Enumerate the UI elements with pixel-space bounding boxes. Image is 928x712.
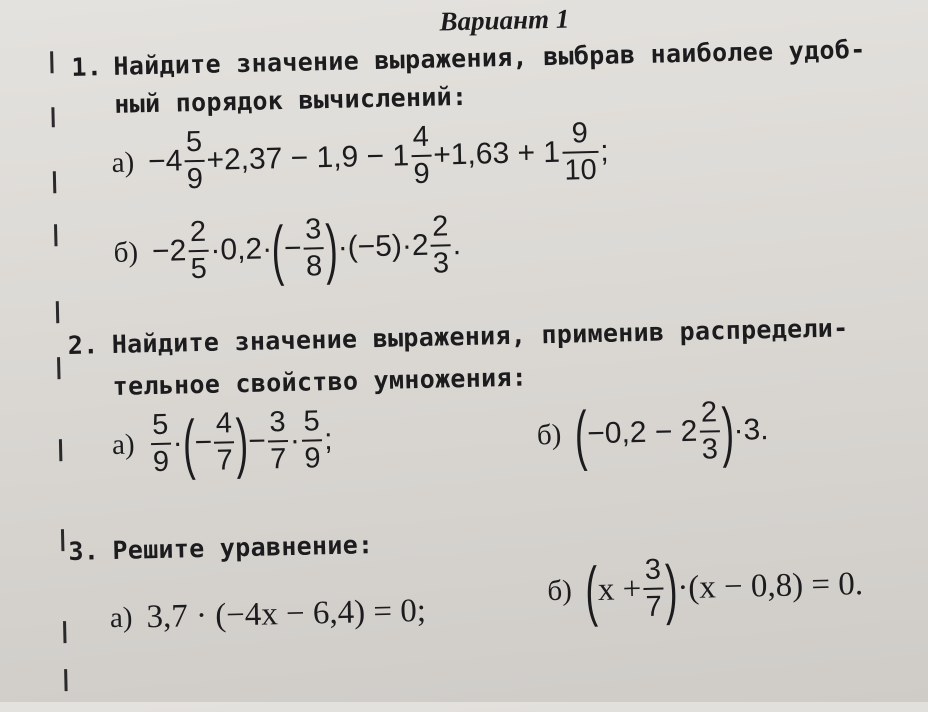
task-1b-label: б) [113,235,139,269]
numerator: 2 [700,396,718,429]
right-paren: ) [720,393,735,469]
denominator: 3 [431,244,452,278]
fraction [267,408,289,474]
task-2a-expression [111,404,333,481]
fraction [184,125,206,196]
margin-mark [51,107,54,127]
fraction [561,119,599,186]
math-part: . [452,228,462,262]
denominator: 9 [411,155,432,189]
numerator: 4 [412,120,430,154]
math-part: −4 [147,144,183,179]
denominator: 3 [699,430,720,464]
task-2-text-line1: Найдите значение выражения, применив распредели- [111,313,849,359]
numerator: 3 [269,406,286,439]
fraction [301,407,323,473]
task-1b-expression [113,212,462,286]
margin-mark [59,439,62,461]
math-part: x + [597,570,642,608]
numerator: 3 [304,213,322,246]
math-part: ·0,2· [210,232,273,267]
minus-sign: − [283,231,302,266]
fraction [213,409,235,475]
margin-mark [56,301,59,323]
denominator: 7 [214,441,235,475]
math-part: ·(−5)·2 [337,228,429,264]
margin-mark [50,51,53,73]
fraction [699,398,721,464]
math-part: +1,63 + 1 [432,135,561,172]
margin-mark [63,621,66,643]
left-paren: ( [181,406,196,481]
right-paren: ) [664,551,679,626]
task-1a-expression [111,119,609,196]
math-part: ; [599,134,610,168]
variant-heading: Вариант 1 [439,3,570,37]
numerator: 5 [151,408,169,442]
fraction [150,408,172,479]
margin-mark [57,357,60,379]
numerator: 5 [303,405,321,438]
numerator: 4 [215,407,233,440]
task-2-text-line2: тельное свойство умножения: [112,362,528,401]
multiply-dot: · [289,423,301,457]
left-paren: ( [584,553,599,628]
math-part: −0,2 − 2 [586,414,698,451]
task-3b-equation [547,551,864,628]
denominator: 9 [302,439,323,473]
margin-mark [61,529,64,551]
task-2-number: 2. [67,330,99,360]
semicolon: ; [323,423,333,457]
numerator: 2 [431,210,449,243]
fraction [410,120,432,191]
margin-mark [54,224,57,246]
denominator: 5 [188,250,209,284]
numerator: 2 [189,215,207,249]
margin-mark [64,669,67,691]
task-3b-label: б) [547,574,573,607]
task-1-text-line2: ный порядок вычислений: [113,81,468,119]
task-3a-label: а) [109,601,133,635]
numerator: 9 [571,117,589,150]
task-2b-expression [536,393,769,472]
left-paren: ( [271,212,285,287]
fraction [430,212,452,278]
task-2b-label: б) [536,418,562,451]
fraction [188,215,210,286]
numerator: 3 [644,553,662,586]
equation-text: 3,7 · (−4x − 6,4) = 0; [146,592,427,636]
task-1-text-line1: Найдите значение выражения, выбрав наиболее удоб- [113,34,866,81]
task-3-text: Решите уравнение: [112,530,374,566]
numerator: 5 [185,125,203,159]
denominator: 7 [268,440,289,474]
right-paren: ) [235,404,250,480]
denominator: 9 [184,160,205,194]
minus-sign: − [247,424,267,458]
math-part: ·(x − 0,8) = 0. [676,565,864,606]
task-3a-equation [110,593,427,637]
math-part: +2,37 − 1,9 − 1 [206,139,410,177]
fraction [642,553,664,623]
denominator: 7 [643,588,664,622]
denominator: 10 [562,151,599,186]
math-part: −2 [151,234,187,269]
task-1-number: 1. [71,52,103,82]
minus-sign: − [194,425,213,460]
task-2a-label: а) [111,428,135,461]
margin-mark [53,171,56,193]
denominator: 9 [151,443,172,477]
task-1a-label: а) [111,145,135,179]
denominator: 8 [304,247,325,281]
right-paren: ) [324,210,339,286]
task-3-number: 3. [68,536,100,567]
left-paren: ( [574,397,589,472]
multiply-dot: · [172,426,184,460]
fraction [303,215,325,281]
math-part: ·3. [733,413,769,447]
